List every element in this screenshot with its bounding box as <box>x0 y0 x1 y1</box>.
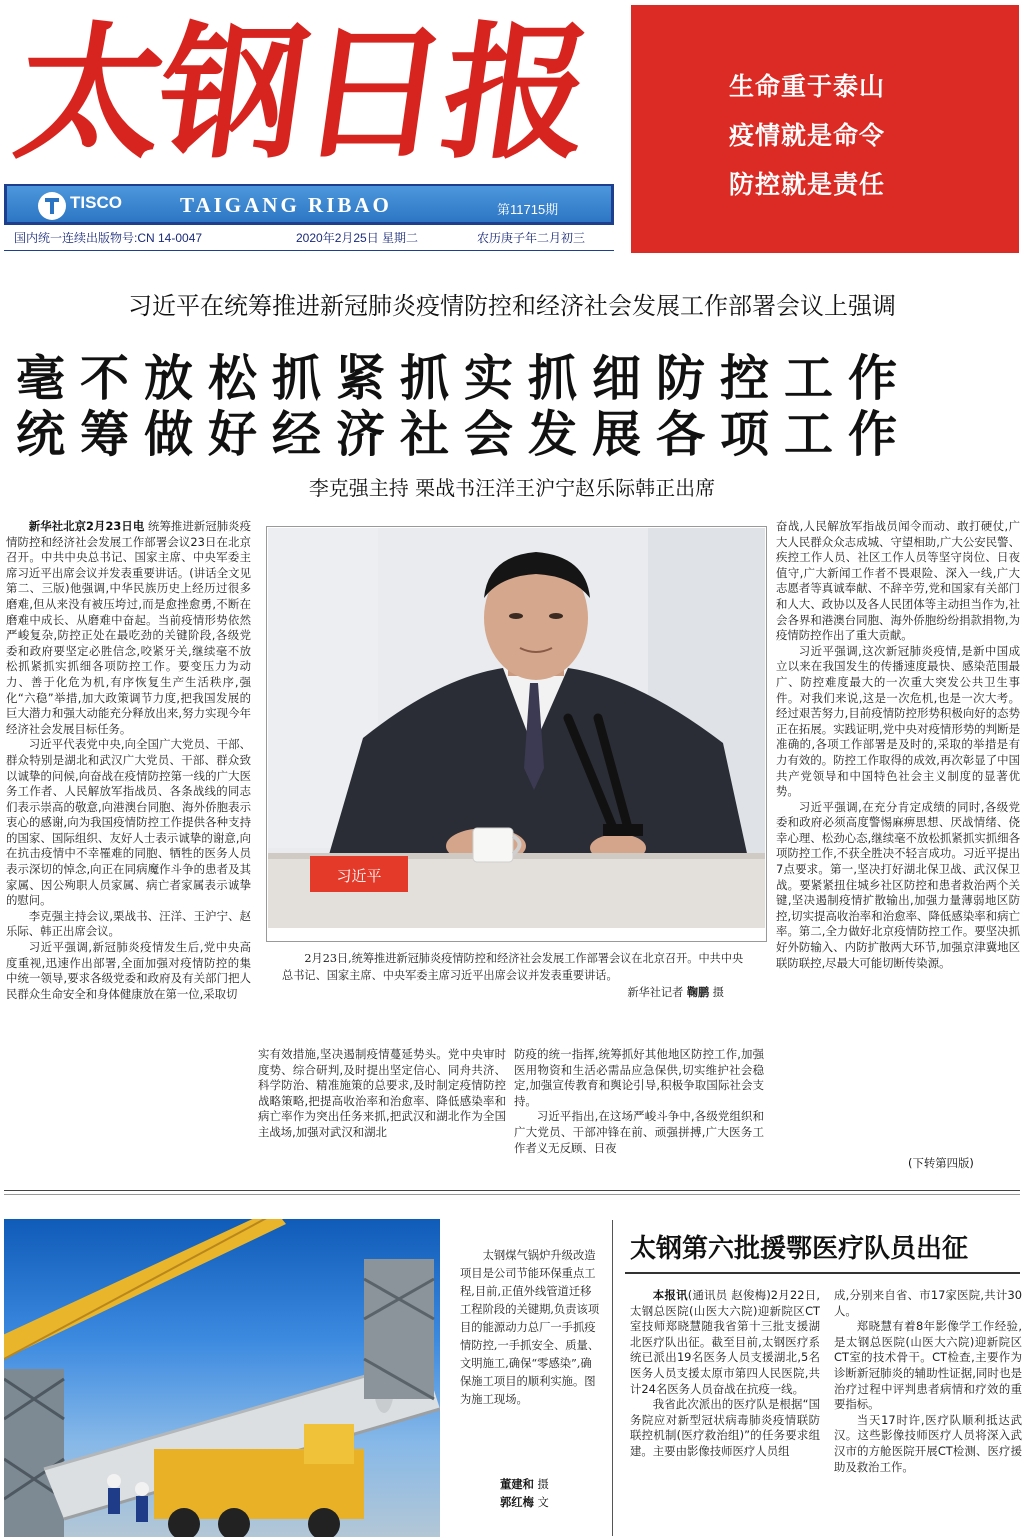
slogan-line: 生命重于泰山 <box>729 72 886 101</box>
paragraph: 郑晓慧有着8年影像学工作经验,是太钢总医院(山医大六院)迎新院区CT室的技术骨干。CT检查,主要作为诊断新冠肺炎的辅助性证据,同时也是治疗过程中评判患者病情和疗效的重要指标。 <box>834 1319 1022 1412</box>
cn-number: 国内统一连续出版物号:CN 14-0047 <box>14 231 203 245</box>
paragraph: 当天17时许,医疗队顺利抵达武汉。这些影像技师医疗人员将深入武汉市的方舱医院开展CT检测、医疗援助及救治工作。 <box>834 1412 1022 1474</box>
publication-info-line <box>14 229 614 249</box>
lead-story-column-4 <box>776 519 1020 1159</box>
paragraph: 统筹推进新冠肺炎疫情防控和经济社会发展工作部署会议23日在北京召开。中共中央总书记、国家主席、中央军委主席习近平出席会议并发表重要讲话。(讲话全文见第二、三版)他强调,中华民族历史上经历过很多磨难,但从来没有被压垮过,而是愈挫愈勇,不断在磨难中成长、从磨难中奋起。当前疫情形势依然严峻复杂,防控正处在最吃劲的关键阶段,各级党委和政府要坚定必胜信念,咬紧牙关,继续毫不放松抓紧抓实抓细各项防控工作。要变压力为动力、善于化危为机,有序恢复生产生活秩序,强化“六稳”举措,加大政策调节力度,把我国发展的巨大潜力和强大动能充分释放出来,努力实现今年经济社会发展目标任务。 <box>6 519 251 736</box>
section-divider <box>4 1190 1020 1191</box>
credit-suffix: 摄 <box>712 986 724 999</box>
photo-credit <box>282 984 752 1001</box>
slogan-box <box>631 5 1019 253</box>
construction-photo <box>4 1219 440 1537</box>
lead-label: 本报讯 <box>652 1288 688 1302</box>
paragraph: 防疫的统一指挥,统筹抓好其他地区防控工作,加强医用物资和生活必需品应急保供,切实维护社会稳定,加强宣传教育和舆论引导,积极争取国际社会支持。 <box>514 1047 764 1108</box>
lead-story-column-1 <box>6 519 251 1189</box>
headline-rule <box>625 1272 1020 1274</box>
writer-name: 郭红梅 <box>500 1496 534 1509</box>
photographer-name: 董建和 <box>500 1478 534 1491</box>
slogan-line: 防控就是责任 <box>729 170 886 199</box>
medic-story-headline: 太钢第六批援鄂医疗队员出征 <box>630 1234 969 1264</box>
section-divider-thin <box>4 1194 1020 1195</box>
lead-story-column-2 <box>258 1047 506 1189</box>
main-headline-line2: 统筹做好经济社会发展各项工作 <box>16 406 913 463</box>
lunar-date: 农历庚子年二月初三 <box>477 231 586 245</box>
dateline: 新华社北京2月23日电 <box>28 519 145 533</box>
construction-credit <box>500 1476 590 1512</box>
photo-suffix: 摄 <box>537 1478 549 1491</box>
newspaper-title: 太钢日报 <box>6 8 599 179</box>
paragraph: 习近平指出,在这场严峻斗争中,各级党组织和广大党员、干部冲锋在前、顽强拼搏,广大医务工作者义无反顾、日夜 <box>514 1109 764 1155</box>
slogan-line: 疫情就是命令 <box>729 121 886 150</box>
paragraph: 2月22日,太钢总医院(山医大六院)迎新院区CT室技师郑晓慧随我省第十三批支援湖北医疗队出征。截至目前,太钢医疗系统已派出19名医务人员支援湖北,5名医务人员支援太原市第四人民医院,共计24名医务人员奋战在抗疫一线。 <box>630 1288 820 1396</box>
masthead <box>0 0 1024 262</box>
paragraph: 我省此次派出的医疗队是根据“国务院应对新型冠状病毒肺炎疫情联防联控机制(医疗救治组)”的任务要求组建。主要由影像技师医疗人员组 <box>630 1397 820 1458</box>
brand-bar-bottom-rule <box>4 222 614 225</box>
headline-kicker: 习近平在统筹推进新冠肺炎疫情防控和经济社会发展工作部署会议上强调 <box>128 292 896 320</box>
paragraph: 成,分别来自省、市17家医院,共计30人。 <box>834 1288 1022 1318</box>
tisco-logo-icon <box>38 192 66 220</box>
nameplate-text: 习近平 <box>336 867 382 885</box>
lead-story-column-3 <box>514 1047 764 1189</box>
paragraph: 奋战,人民解放军指战员闻令而动、敢打硬仗,广大人民群众众志成城、守望相助,广大公安民警、疾控工作人员、社区工作人员等坚守岗位、日夜值守,广大新闻工作者不畏艰险、深入一线,广大志愿者等真诚奉献、不辞辛劳,党和国家有关部门和人大、政协以及各人民团体等主动担当作为,社会各界和港澳台同胞、海外侨胞纷纷捐款捐物,为疫情防控作出了重大贡献。 <box>776 519 1020 643</box>
caption-text: 2月23日,统筹推进新冠肺炎疫情防控和经济社会发展工作部署会议在北京召开。中共中央总书记、国家主席、中央军委主席习近平出席会议并发表重要讲话。 <box>282 952 744 982</box>
paragraph: 习近平强调,在充分肯定成绩的同时,各级党委和政府必须高度警惕麻痹思想、厌战情绪、侥幸心理、松劲心态,继续毫不放松抓紧抓实抓细各项防控工作,不获全胜决不轻言成功。习近平提出7点要求。第一,坚决打好湖北保卫战、武汉保卫战。要紧紧扭住城乡社区防控和患者救治两个关键,坚决遏制疫情扩散输出,加强力量薄弱地区防控,切实提高收治率和治愈率、降低感染率和病亡率。第二,全力做好北京疫情防控工作。要坚决抓好外防输入、内防扩散两大环节,加强京津冀地区联防联控,尽最大可能切断传染源。 <box>776 799 1020 970</box>
paragraph: 习近平代表党中央,向全国广大党员、干部、群众特别是湖北和武汉广大党员、干部、群众致以诚挚的问候,向奋战在疫情防控第一线的广大医务工作者、人民解放军指战员、各条战线的同志们表示崇高的敬意,向港澳台同胞、海外侨胞表示衷心的感谢,向为我国疫情防控工作提供各种支持的国家、国际组织、友好人士表示诚挚的谢意,向在抗击疫情中不幸罹难的同胞、牺牲的医务人员表示深切的悼念,向正在同病魔作斗争的患者及其家属、因公殉职人员家属、病亡者家属表示诚挚的慰问。 <box>6 737 251 908</box>
paragraph: 习近平强调,新冠肺炎疫情发生后,党中央高度重视,迅速作出部署,全面加强对疫情防控的集中统一领导,要求各级党委和政府及有关部门把人民群众生命安全和身体健康放在第一位,采取切 <box>6 940 251 1001</box>
column-divider <box>612 1220 613 1536</box>
medic-story-column-2 <box>834 1288 1022 1538</box>
paragraph: 李克强主持会议,栗战书、汪洋、王沪宁、赵乐际、韩正出席会议。 <box>6 908 251 939</box>
writer-suffix: 文 <box>537 1496 549 1509</box>
reporter: (通讯员 赵俊梅) <box>687 1288 771 1302</box>
roman-title: TAIGANG RIBAO <box>180 193 392 217</box>
credit-name: 鞠鹏 <box>686 985 710 999</box>
meeting-photo-illustration <box>268 528 765 928</box>
paragraph: 习近平强调,这次新冠肺炎疫情,是新中国成立以来在我国发生的传播速度最快、感染范围最广、防控难度最大的一次重大突发公共卫生事件。对我们来说,这是一次危机,也是一次大考。经过艰苦努力,目前疫情防控形势积极向好的态势正在拓展。实践证明,党中央对疫情形势的判断是准确的,各项工作部署是及时的,采取的举措是有力有效的。防控工作取得的成效,再次彰显了中国共产党领导和中国特色社会主义制度的显著优势。 <box>776 643 1020 799</box>
continued-note: (下转第四版) <box>908 1156 974 1170</box>
construction-caption <box>460 1247 602 1409</box>
news-photo <box>268 528 765 928</box>
medic-story-column-1 <box>630 1288 820 1538</box>
photo-caption <box>282 950 752 1001</box>
masthead-rule <box>4 250 614 251</box>
construction-photo-illustration <box>4 1219 440 1537</box>
tisco-label: TISCO <box>70 193 122 212</box>
caption-text: 太钢煤气锅炉升级改造项目是公司节能环保重点工程,目前,正值外线管道迁移工程阶段的关键期,负责该项目的能源动力总厂一手抓疫情防控,一手抓安全、质量、文明施工,确保“零感染”,确保施工项目的顺利实施。图为施工现场。 <box>460 1249 600 1406</box>
credit-prefix: 新华社记者 <box>627 986 684 999</box>
main-headline-line1: 毫不放松抓紧抓实抓细防控工作 <box>16 350 913 407</box>
subheadline: 李克强主持 栗战书汪洋王沪宁赵乐际韩正出席 <box>308 476 716 500</box>
publication-date: 2020年2月25日 星期二 <box>296 231 419 245</box>
issue-number: 第11715期 <box>497 202 559 217</box>
paragraph: 实有效措施,坚决遏制疫情蔓延势头。党中央审时度势、综合研判,及时提出坚定信心、同舟共济、科学防治、精准施策的总要求,及时制定疫情防控战略策略,把提高收治率和治愈率、降低感染率和病亡率作为突出任务来抓,把武汉和湖北作为全国主战场,加强对武汉和湖北 <box>258 1047 506 1139</box>
